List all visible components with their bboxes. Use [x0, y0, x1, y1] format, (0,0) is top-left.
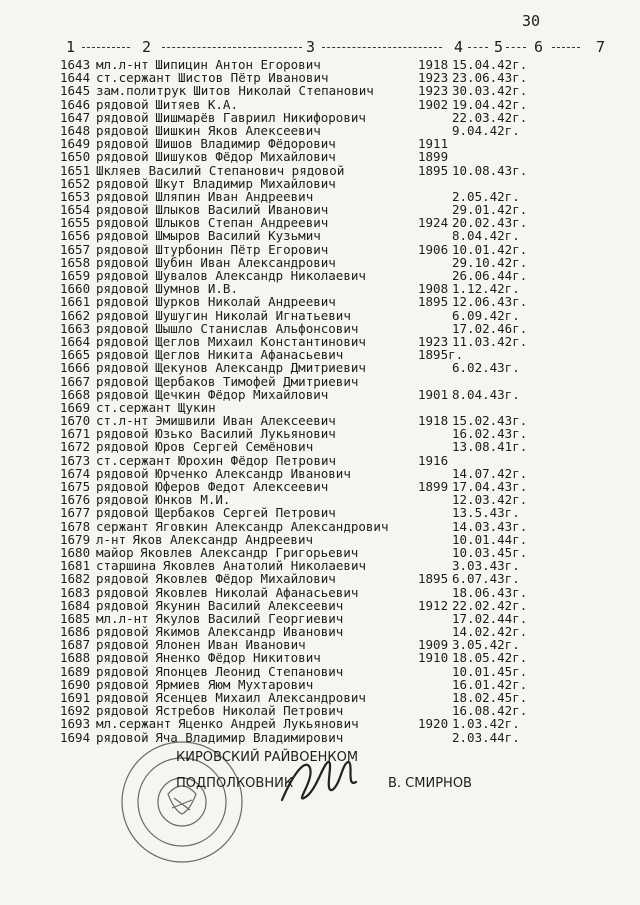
row-birth-year: 1920	[418, 716, 449, 732]
table-row	[60, 361, 550, 374]
row-date: 6.02.43г.	[452, 360, 520, 376]
row-rank: рядовой	[96, 122, 149, 138]
row-rank: рядовой	[96, 254, 149, 270]
row-date: 19.04.42г.	[452, 96, 528, 112]
row-date: 23.06.43г.	[452, 70, 528, 86]
row-name: Шмыров Василий Кузьмич	[155, 228, 321, 244]
casualty-list	[60, 57, 570, 745]
row-number: 1673	[60, 452, 91, 468]
row-date: 20.02.43г.	[452, 215, 528, 231]
row-rank: ст.сержант	[96, 70, 172, 86]
row-name: Штурбонин Пётр Егорович	[155, 241, 329, 257]
row-number: 1690	[60, 676, 91, 692]
table-row	[60, 388, 550, 401]
row-date: 17.02.44г.	[452, 610, 528, 626]
row-number: 1645	[60, 83, 91, 99]
row-name: Шитов Николай Степанович	[193, 83, 374, 99]
row-rank: рядовой	[96, 188, 149, 204]
row-rank: л-нт	[96, 531, 127, 547]
row-name: Шишмарёв Гавриил Никифорович	[155, 109, 366, 125]
row-number: 1662	[60, 307, 91, 323]
row-name: Шишкин Яков Алексеевич	[155, 122, 321, 138]
row-name: Шубин Иван Александрович	[155, 254, 336, 270]
row-date: 18.05.42г.	[452, 650, 528, 666]
row-number: 1681	[60, 558, 91, 574]
row-rank: рядовой	[96, 215, 149, 231]
column-header-2: 2	[142, 38, 153, 56]
row-date: 2.03.44г.	[452, 729, 520, 745]
row-number: 1674	[60, 465, 91, 481]
column-header-row	[60, 38, 620, 58]
row-number: 1672	[60, 439, 91, 455]
header-dash	[468, 47, 488, 48]
row-rank: ст.сержант	[96, 399, 172, 415]
row-date: 6.09.42г.	[452, 307, 520, 323]
table-row	[60, 599, 550, 612]
row-date: 2.05.42г.	[452, 188, 520, 204]
row-rank: зам.политрук	[96, 83, 187, 99]
row-date: 6.07.43г.	[452, 571, 520, 587]
row-name: Якулов Василий Георгиевич	[155, 610, 344, 626]
row-number: 1665	[60, 347, 91, 363]
row-birth-year: 1923	[418, 333, 449, 349]
column-header-6: 6	[534, 38, 545, 56]
row-date: 15.04.42г.	[452, 57, 528, 72]
row-name: Шистов Пётр Иванович	[178, 70, 329, 86]
row-rank: рядовой	[96, 597, 149, 613]
table-row	[60, 111, 550, 124]
row-name: Яненко Фёдор Никитович	[155, 650, 321, 666]
row-number: 1644	[60, 70, 91, 86]
row-date: 10.01.42г.	[452, 241, 528, 257]
row-number: 1675	[60, 479, 91, 494]
row-name: Шлыков Степан Андреевич	[155, 215, 329, 231]
row-date: 11.03.42г.	[452, 333, 528, 349]
row-name: Шувалов Александр Николаевич	[155, 268, 366, 283]
row-rank: старшина	[96, 558, 157, 574]
row-rank: рядовой	[96, 703, 149, 719]
row-birth-year: 1901	[418, 386, 449, 402]
row-rank: рядовой	[96, 505, 149, 521]
row-number: 1653	[60, 188, 91, 204]
row-birth-year: 1895	[418, 294, 449, 310]
row-name: Щеглов Никита Афанасьевич	[155, 347, 344, 363]
row-rank: рядовой	[96, 492, 149, 508]
row-rank: рядовой	[96, 347, 149, 363]
row-birth-year: 1918	[418, 413, 449, 429]
row-number: 1683	[60, 584, 91, 600]
row-date: 1.12.42г.	[452, 281, 520, 297]
row-name: Щеглов Михаил Константинович	[155, 333, 366, 349]
row-date: 18.06.43г.	[452, 584, 528, 600]
row-name: Японцев Леонид Степанович	[155, 663, 344, 679]
row-rank: рядовой	[96, 202, 149, 218]
row-number: 1647	[60, 109, 91, 125]
row-number: 1684	[60, 597, 91, 613]
table-row	[60, 440, 550, 453]
row-name: Яковлев Анатолий Николаевич	[162, 558, 366, 574]
row-date: 26.06.44г.	[452, 268, 528, 283]
table-row	[60, 177, 550, 190]
row-date: 1.03.42г.	[452, 716, 520, 732]
row-date: 8.04.43г.	[452, 386, 520, 402]
row-name: Яков Александр Андреевич	[132, 531, 314, 547]
row-birth-year: 1908	[418, 281, 449, 297]
table-row	[60, 150, 550, 163]
row-date: 16.01.42г.	[452, 676, 528, 692]
row-rank: ст.сержант	[96, 452, 172, 468]
table-row	[60, 295, 550, 308]
row-number: 1694	[60, 729, 91, 745]
row-number: 1685	[60, 610, 91, 626]
row-number: 1678	[60, 518, 91, 534]
row-date: 30.03.42г.	[452, 83, 528, 99]
row-number: 1648	[60, 122, 91, 138]
column-header-4: 4	[454, 38, 465, 56]
column-header-7: 7	[596, 38, 607, 56]
row-rank: рядовой	[96, 96, 149, 112]
row-number: 1677	[60, 505, 91, 521]
row-number: 1687	[60, 637, 91, 653]
row-rank: рядовой	[96, 426, 149, 442]
row-name: Юнков М.И.	[155, 492, 231, 508]
page-number: 30	[522, 12, 541, 30]
row-rank: рядовой	[96, 373, 149, 389]
row-rank: рядовой	[96, 320, 149, 336]
row-rank: мл.л-нт	[96, 610, 149, 626]
row-number: 1656	[60, 228, 91, 244]
table-row	[60, 506, 550, 519]
row-number: 1666	[60, 360, 91, 376]
row-name: Яча Владимир Владимирович	[155, 729, 344, 745]
row-number: 1643	[60, 57, 91, 72]
row-number: 1686	[60, 624, 91, 640]
row-number: 1652	[60, 175, 91, 191]
table-row	[60, 229, 550, 242]
row-number: 1667	[60, 373, 91, 389]
row-rank: рядовой	[96, 729, 149, 745]
header-dash	[322, 47, 442, 48]
row-number: 1668	[60, 386, 91, 402]
row-date: 10.01.44г.	[452, 531, 528, 547]
commissariat-title: КИРОВСКИЙ РАЙВОЕНКОМ	[176, 750, 359, 765]
row-name: Щербаков Тимофей Дмитриевич	[155, 373, 359, 389]
row-rank: рядовой	[96, 136, 149, 152]
row-rank: рядовой	[96, 307, 149, 323]
row-name: Юферов Федот Алексеевич	[155, 479, 329, 494]
row-rank: рядовой	[96, 637, 149, 653]
row-name: Яковлев Александр Григорьевич	[140, 544, 359, 560]
row-name: Эмишвили Иван Алексеевич	[155, 413, 336, 429]
row-number: 1693	[60, 716, 91, 732]
row-date: 10.01.45г.	[452, 663, 528, 679]
row-number: 1682	[60, 571, 91, 587]
row-number: 1657	[60, 241, 91, 257]
row-name: Яценко Андрей Лукьянович	[178, 716, 359, 732]
row-rank: рядовой	[96, 360, 149, 376]
row-rank: мл.сержант	[96, 716, 172, 732]
row-date: 13.08.41г.	[452, 439, 528, 455]
table-row	[60, 164, 550, 177]
row-rank: рядовой	[96, 333, 149, 349]
row-rank: рядовой	[96, 149, 149, 165]
row-name: Шурков Николай Андреевич	[155, 294, 336, 310]
table-row	[60, 651, 550, 664]
table-row	[60, 375, 550, 388]
row-birth-year: 1912	[418, 597, 449, 613]
row-name: Шумнов И.В.	[155, 281, 238, 297]
row-date: 9.04.42г.	[452, 122, 520, 138]
row-number: 1680	[60, 544, 91, 560]
row-rank: рядовой	[96, 584, 149, 600]
row-name: Шишуков Фёдор Михайлович	[155, 149, 336, 165]
row-rank: рядовой	[96, 294, 149, 310]
row-birth-year: 1924	[418, 215, 449, 231]
row-rank: рядовой	[96, 439, 149, 455]
row-number: 1651	[60, 162, 91, 178]
header-dash	[552, 47, 580, 48]
row-name: Шляпин Иван Андреевич	[155, 188, 314, 204]
row-name: Шушугин Николай Игнатьевич	[155, 307, 351, 323]
header-dash	[162, 47, 302, 48]
row-birth-year: 1909	[418, 637, 449, 653]
row-name: Юзько Василий Лукьянович	[155, 426, 336, 442]
row-rank: рядовой	[96, 241, 149, 257]
row-number: 1692	[60, 703, 91, 719]
row-birth-year: 1906	[418, 241, 449, 257]
row-date: 10.03.45г.	[452, 544, 528, 560]
column-header-5: 5	[494, 38, 505, 56]
row-rank: рядовой	[96, 650, 149, 666]
row-name: Щербаков Сергей Петрович	[155, 505, 336, 521]
row-number: 1659	[60, 268, 91, 283]
table-row	[60, 586, 550, 599]
row-rank: рядовой	[96, 109, 149, 125]
row-birth-year: 1899	[418, 149, 449, 165]
row-date: 18.02.45г.	[452, 690, 528, 705]
row-number: 1689	[60, 663, 91, 679]
row-number: 1655	[60, 215, 91, 231]
table-row	[60, 322, 550, 335]
row-name: Яговкин Александр Александрович	[155, 518, 389, 534]
row-name: Щекунов Александр Дмитриевич	[155, 360, 366, 376]
row-birth-year: 1895г.	[418, 347, 464, 363]
table-row	[60, 572, 550, 585]
row-name: Яковлев Николай Афанасьевич	[155, 584, 359, 600]
row-rank: рядовой	[96, 175, 149, 191]
row-date: 17.04.43г.	[452, 479, 528, 494]
row-date: 16.02.43г.	[452, 426, 528, 442]
table-row	[60, 454, 550, 467]
row-rank: рядовой	[96, 690, 149, 705]
handwritten-signature	[276, 752, 366, 816]
row-number: 1688	[60, 650, 91, 666]
row-date: 13.5.43г.	[452, 505, 520, 521]
row-rank: рядовой	[96, 281, 149, 297]
row-number: 1676	[60, 492, 91, 508]
row-name: Шкляев Василий Степанович рядовой	[96, 162, 345, 178]
row-rank: рядовой	[96, 676, 149, 692]
row-name: Шитяев К.А.	[155, 96, 238, 112]
row-number: 1661	[60, 294, 91, 310]
row-rank: рядовой	[96, 228, 149, 244]
row-rank: рядовой	[96, 386, 149, 402]
row-birth-year: 1902	[418, 96, 449, 112]
row-name: Юрохин Фёдор Петрович	[178, 452, 337, 468]
row-date: 8.04.42г.	[452, 228, 520, 244]
row-name: Ясенцев Михаил Александрович	[155, 690, 366, 705]
signature-block	[176, 750, 596, 830]
row-rank: рядовой	[96, 663, 149, 679]
row-name: Шлыков Василий Иванович	[155, 202, 329, 218]
row-date: 22.03.42г.	[452, 109, 528, 125]
row-name: Юрченко Александр Иванович	[155, 465, 351, 481]
row-number: 1649	[60, 136, 91, 152]
row-number: 1691	[60, 690, 91, 705]
row-date: 10.08.43г.	[452, 162, 528, 178]
row-name: Шкут Владимир Михайлович	[155, 175, 336, 191]
row-name: Щечкин Фёдор Михайлович	[155, 386, 329, 402]
table-row	[60, 243, 550, 256]
row-date: 17.02.46г.	[452, 320, 528, 336]
row-date: 14.02.42г.	[452, 624, 528, 640]
row-name: Шишов Владимир Фёдорович	[155, 136, 336, 152]
row-rank: рядовой	[96, 465, 149, 481]
row-number: 1664	[60, 333, 91, 349]
row-name: Ястребов Николай Петрович	[155, 703, 344, 719]
row-rank: рядовой	[96, 479, 149, 494]
row-birth-year: 1916	[418, 452, 449, 468]
header-dash	[506, 47, 526, 48]
row-birth-year: 1923	[418, 70, 449, 86]
row-name: Якимов Александр Иванович	[155, 624, 344, 640]
row-name: Юров Сергей Семёнович	[155, 439, 314, 455]
row-number: 1660	[60, 281, 91, 297]
row-rank: сержант	[96, 518, 149, 534]
row-number: 1650	[60, 149, 91, 165]
signer-rank: ПОДПОЛКОВНИК	[176, 776, 294, 791]
row-date: 3.03.43г.	[452, 558, 520, 574]
row-date: 29.01.42г.	[452, 202, 528, 218]
row-date: 29.10.42г.	[452, 254, 528, 270]
column-header-1: 1	[66, 38, 77, 56]
row-number: 1670	[60, 413, 91, 429]
table-row	[60, 84, 550, 97]
row-rank: мл.л-нт	[96, 57, 149, 72]
row-birth-year: 1895	[418, 162, 449, 178]
row-birth-year: 1911	[418, 136, 449, 152]
row-birth-year: 1923	[418, 83, 449, 99]
row-number: 1679	[60, 531, 91, 547]
row-date: 22.02.42г.	[452, 597, 528, 613]
row-rank: рядовой	[96, 624, 149, 640]
row-birth-year: 1899	[418, 479, 449, 494]
row-rank: ст.л-нт	[96, 413, 149, 429]
row-date: 12.03.42г.	[452, 492, 528, 508]
row-number: 1663	[60, 320, 91, 336]
column-header-3: 3	[306, 38, 317, 56]
row-date: 14.03.43г.	[452, 518, 528, 534]
row-number: 1658	[60, 254, 91, 270]
row-date: 12.06.43г.	[452, 294, 528, 310]
row-rank: рядовой	[96, 571, 149, 587]
row-date: 3.05.42г.	[452, 637, 520, 653]
table-row	[60, 309, 550, 322]
table-row	[60, 98, 550, 111]
row-number: 1654	[60, 202, 91, 218]
row-number: 1646	[60, 96, 91, 112]
row-number: 1669	[60, 399, 91, 415]
row-name: Ялонен Иван Иванович	[155, 637, 306, 653]
table-row	[60, 665, 550, 678]
row-name: Шышло Станислав Альфонсович	[155, 320, 359, 336]
row-number: 1671	[60, 426, 91, 442]
header-dash	[82, 47, 130, 48]
row-birth-year: 1895	[418, 571, 449, 587]
row-date: 15.02.43г.	[452, 413, 528, 429]
table-row	[60, 533, 550, 546]
table-row	[60, 520, 550, 533]
row-name: Ярмиев Яюм Мухтарович	[155, 676, 314, 692]
row-date: 14.07.42г.	[452, 465, 528, 481]
row-name: Якунин Василий Алексеевич	[155, 597, 344, 613]
row-date: 16.08.42г.	[452, 703, 528, 719]
row-rank: майор	[96, 544, 134, 560]
row-rank: рядовой	[96, 268, 149, 283]
row-name: Шипицин Антон Егорович	[155, 57, 321, 72]
row-name: Щукин	[178, 399, 216, 415]
row-birth-year: 1918	[418, 57, 449, 72]
row-birth-year: 1910	[418, 650, 449, 666]
row-name: Яковлев Фёдор Михайлович	[155, 571, 336, 587]
signer-name: В. СМИРНОВ	[388, 776, 472, 791]
